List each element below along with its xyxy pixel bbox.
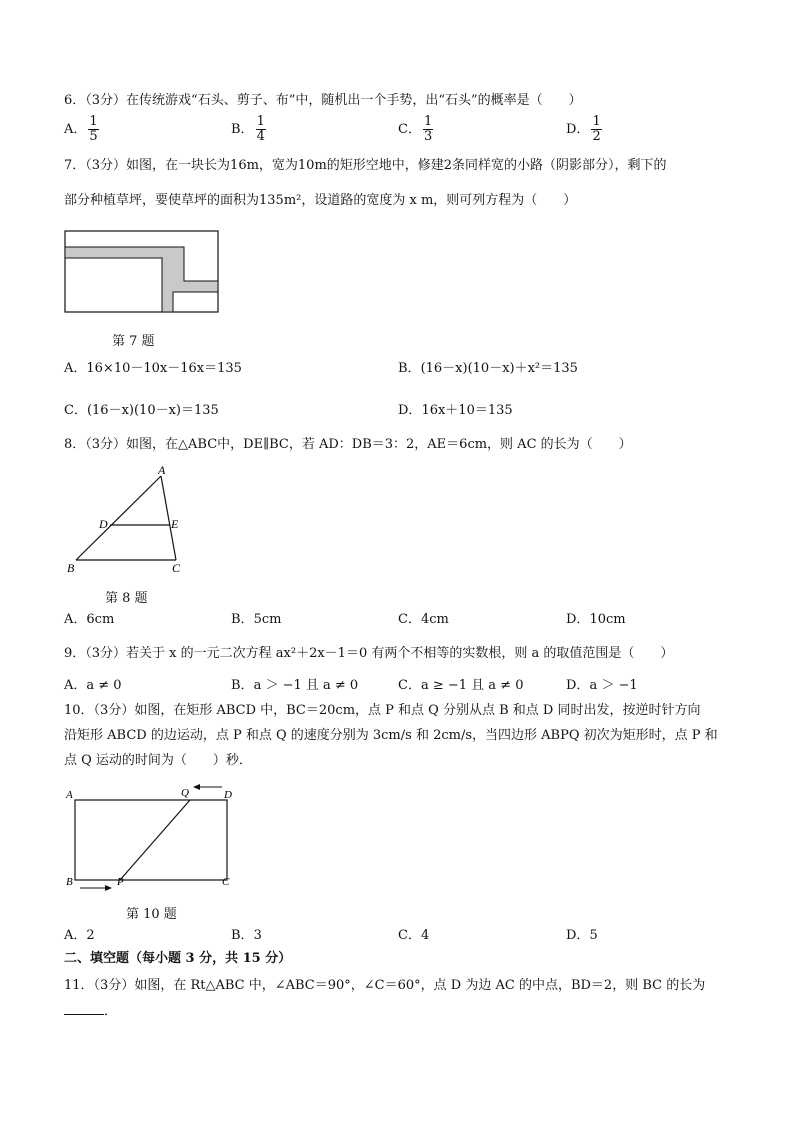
q10-stem-line1: 10．（3分）如图，在矩形 ABCD 中，BC＝20cm，点 P 和点 Q 分别从点 B 和点 D 同时出发，按逆时针方向: [64, 703, 701, 718]
q8-option-b: B．5cm: [231, 612, 282, 627]
q11-stem: 11．（3分）如图，在 Rt△ABC 中，∠ABC＝90°，∠C＝60°，点 D 为边 AC 的中点，BD＝2，则 BC 的长为: [64, 978, 706, 993]
fraction: $\frac{1}{5}$: [89, 114, 98, 144]
q10-stem-line2: 沿矩形 ABCD 的边运动，点 P 和点 Q 的速度分别为 3cm/s 和 2cm/s，当四边形 ABPQ 初次为矩形时，点 P 和: [64, 728, 718, 743]
q9-stem: 9．（3分）若关于 x 的一元二次方程 ax²＋2x－1＝0 有两个不相等的实数根，则 a 的取值范围是（ ）: [64, 646, 674, 661]
q7-caption: 第 7 题: [112, 334, 155, 349]
answer-blank[interactable]: [64, 1002, 104, 1015]
q7-stem-line1: 7．（3分）如图，在一块长为16m，宽为10m的矩形空地中，修建2条同样宽的小路（阴影部分），剩下的: [64, 158, 667, 173]
point-label-d: D: [224, 789, 232, 801]
q6-stem: 6．（3分）在传统游戏“石头、剪子、布”中，随机出一个手势，出“石头”的概率是（ ）: [64, 93, 582, 108]
point-label-a: A: [158, 463, 166, 477]
fraction: $\frac{1}{3}$: [423, 114, 433, 144]
q6-option-c: C． $\frac{1}{3}$: [398, 114, 433, 144]
q7-option-d: D．16x＋10＝135: [398, 403, 513, 418]
q7-option-a: A．16×10－10x－16x＝135: [64, 361, 242, 376]
q7-rectangle-figure: [64, 230, 220, 314]
q8-option-d: D．10cm: [566, 612, 626, 627]
q6-option-d: D． $\frac{1}{2}$: [566, 114, 601, 144]
point-label-a: A: [66, 789, 73, 801]
q7-option-c: C．(16－x)(10－x)＝135: [64, 403, 219, 418]
q8-stem: 8．（3分）如图，在△ABC中，DE∥BC，若 AD：DB＝3：2，AE＝6cm，则 AC 的长为（ ）: [64, 437, 632, 452]
point-label-e: E: [171, 517, 179, 531]
fraction: $\frac{1}{2}$: [592, 114, 601, 144]
point-label-b: B: [66, 876, 73, 888]
point-label-d: D: [99, 517, 108, 531]
q9-option-a: A．a ≠ 0: [64, 678, 122, 693]
q10-option-d: D．5: [566, 928, 598, 943]
point-label-c: C: [222, 876, 230, 888]
q10-rectangle-figure: [62, 780, 242, 892]
point-label-b: B: [67, 561, 75, 575]
q7-option-b: B．(16－x)(10－x)＋x²＝135: [398, 361, 578, 376]
point-label-q: Q: [181, 787, 189, 799]
section-heading: 二、填空题（每小题 3 分，共 15 分）: [64, 951, 292, 966]
q7-stem-line2: 部分种植草坪，要使草坪的面积为135m²，设道路的宽度为 x m，则可列方程为（ ）: [64, 193, 577, 208]
q6-option-b: B． $\frac{1}{4}$: [231, 114, 265, 144]
q8-option-c: C．4cm: [398, 612, 449, 627]
q9-option-d: D．a ＞ −1: [566, 678, 638, 693]
q11-answer-line: ．: [64, 1002, 117, 1021]
q8-triangle-figure: [64, 462, 194, 577]
q10-option-a: A．2: [64, 928, 95, 943]
q10-caption: 第 10 题: [126, 907, 177, 922]
q10-option-b: B．3: [231, 928, 262, 943]
point-label-c: C: [172, 561, 181, 575]
q10-stem-line3: 点 Q 运动的时间为（ ）秒．: [64, 753, 252, 768]
q9-option-c: C．a ≥ −1 且 a ≠ 0: [398, 678, 524, 693]
q10-option-c: C．4: [398, 928, 430, 943]
point-label-p: P: [117, 876, 124, 888]
q8-option-a: A．6cm: [64, 612, 115, 627]
q8-caption: 第 8 题: [105, 591, 148, 606]
q6-option-a: A． $\frac{1}{5}$: [64, 114, 98, 144]
q9-option-b: B．a ＞ −1 且 a ≠ 0: [231, 678, 359, 693]
fraction: $\frac{1}{4}$: [256, 114, 265, 144]
